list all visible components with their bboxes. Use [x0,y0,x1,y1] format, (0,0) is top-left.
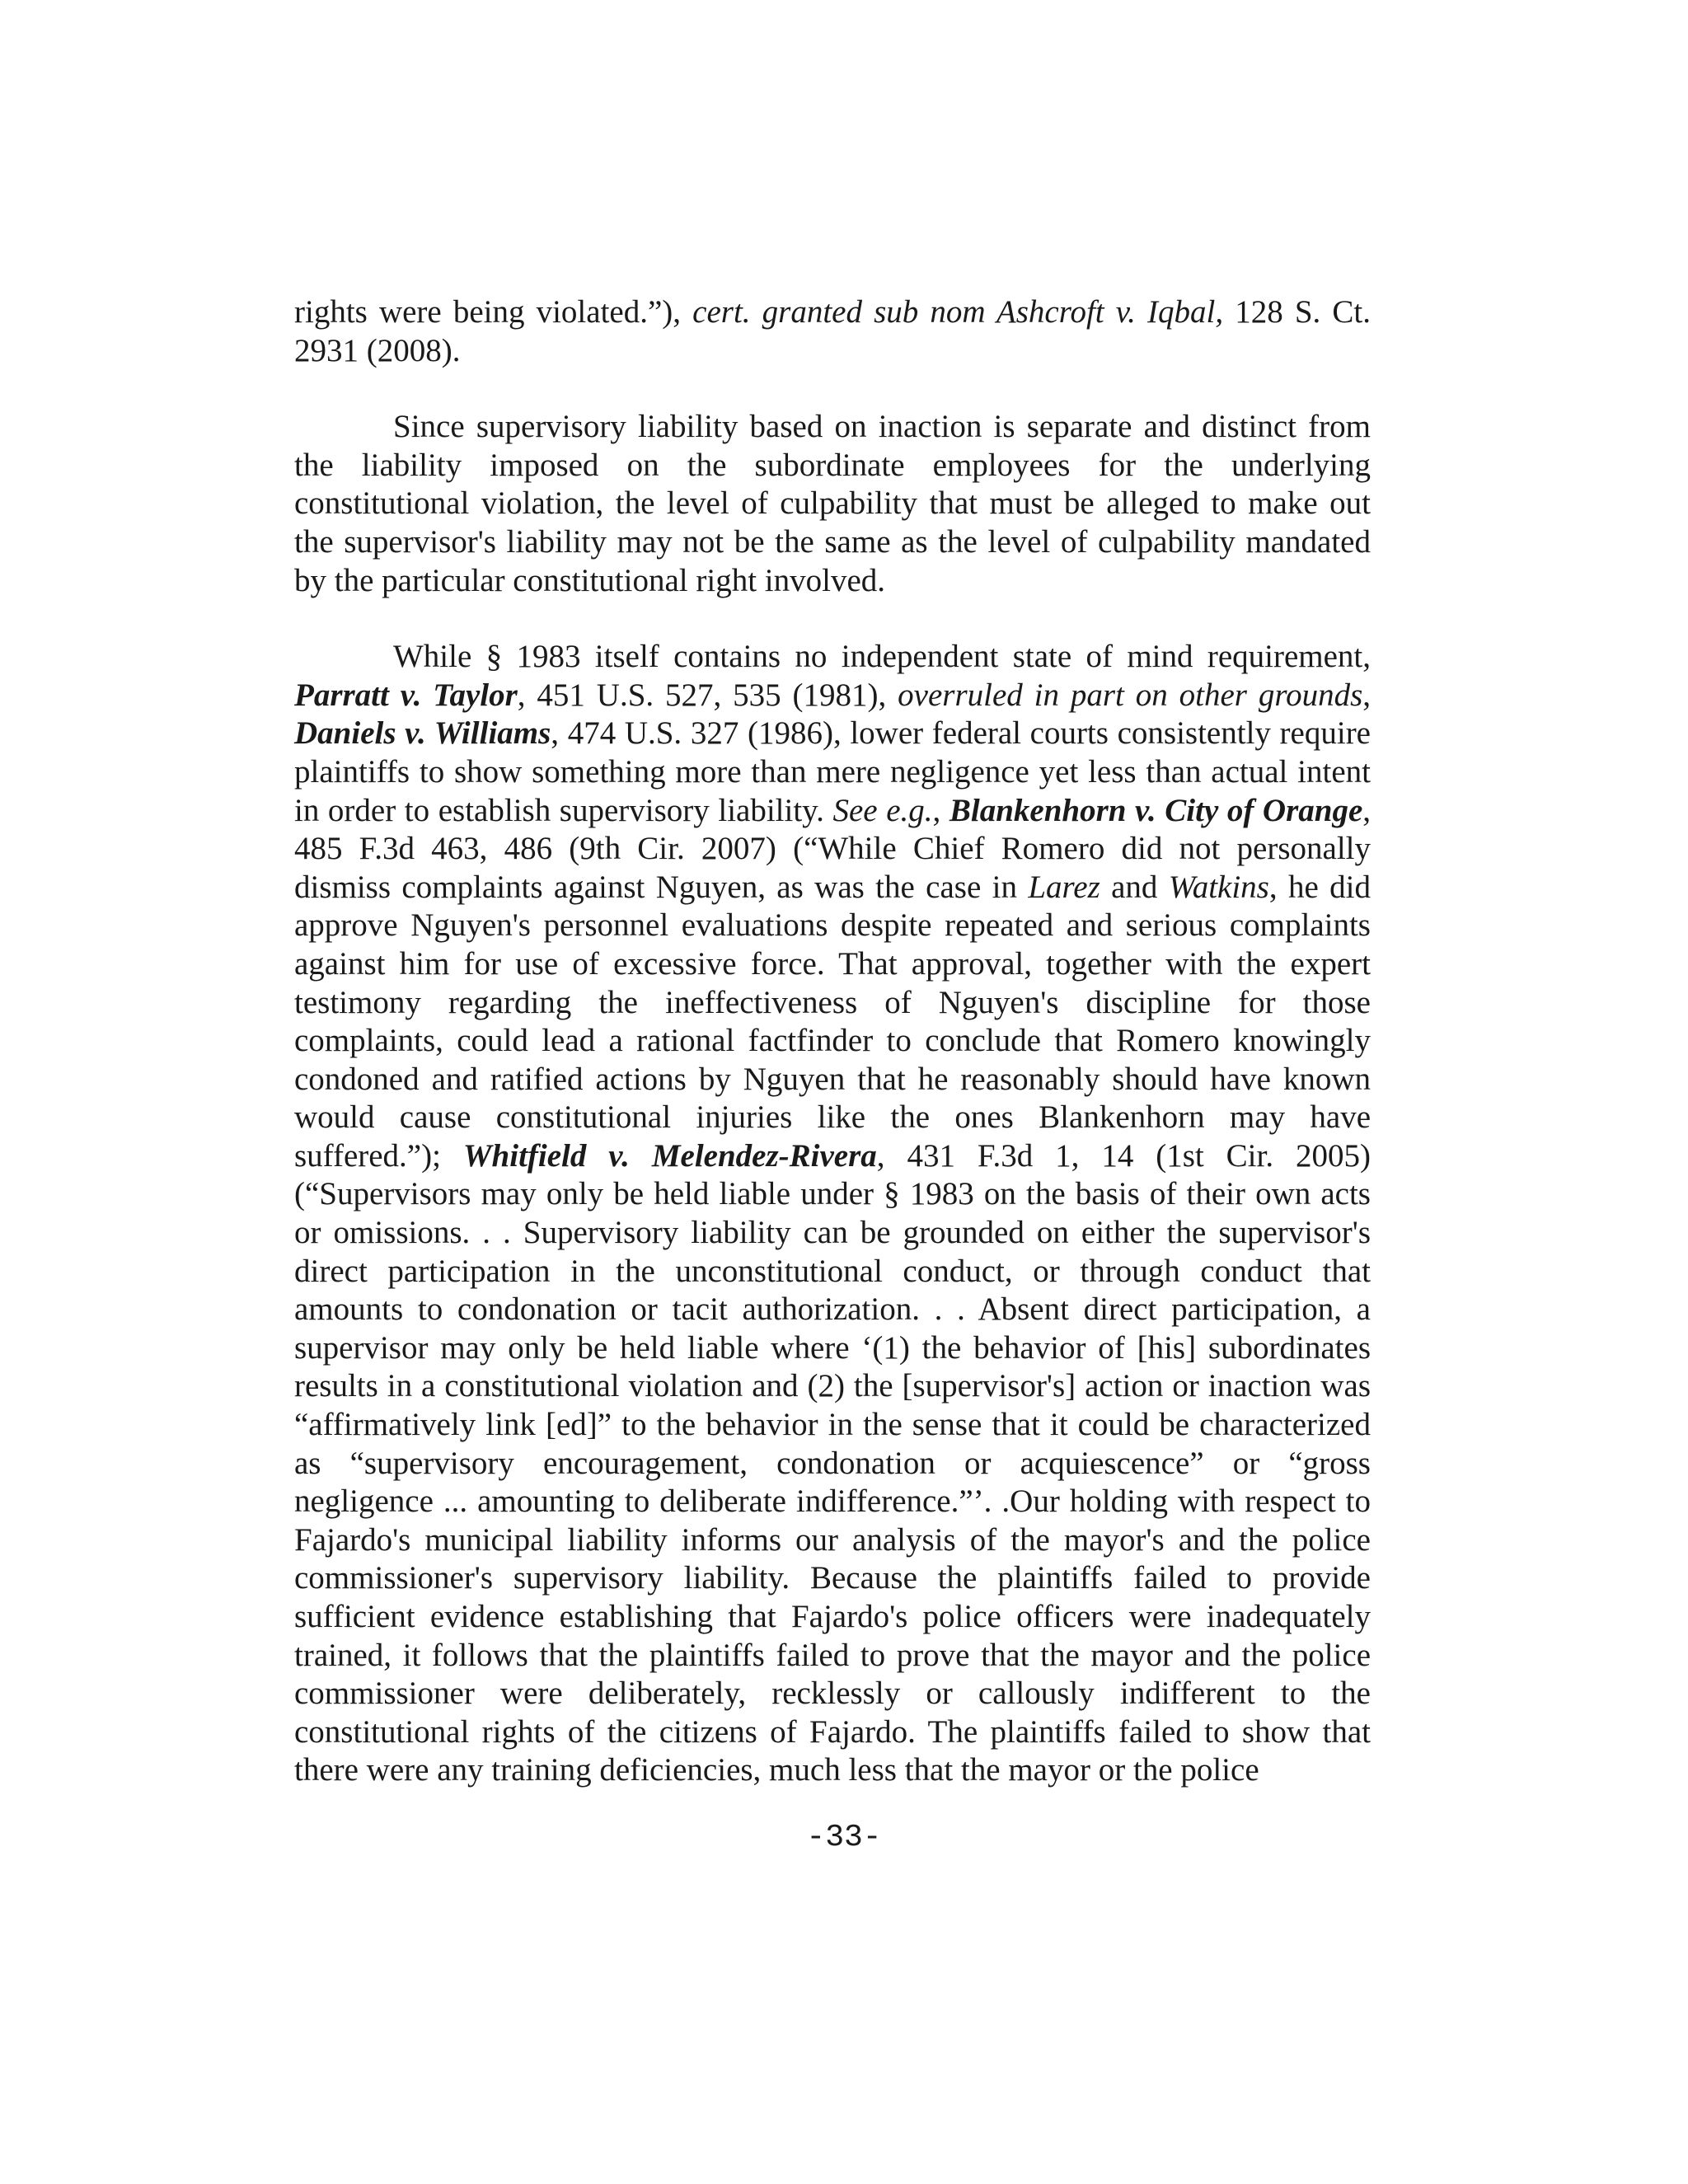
text-run: , [932,792,950,828]
case-ref-italic: Larez [1028,869,1100,905]
citation-italic: overruled in part on other grounds [898,677,1363,713]
text-run: , 431 F.3d 1, 14 (1st Cir. 2005) (“Supervisors may only be held liable under § 1983 on the basis of their own acts or omissions. . . Supervisory liability can be grounded on either the supervisor's direct participation in the unconstitutional conduct, or through conduct that amounts to condonation or tacit authorization. . . Absent direct participation, a supervisor may only be held liable where ‘(1) the behavior of [his] subordinates results in a constitutional violation and (2) the [supervisor's] action or inaction was “affirmatively link [ed]” to the behavior in the sense that it could be characterized as “supervisory encouragement, condonation or acquiescence” or “gross negligence ... amounting to deliberate indifference.”’. .Our holding with respect to Fajardo's municipal liability informs our analysis of the mayor's and the police commissioner's supervisory liability. Because the plaintiffs failed to provide sufficient evidence establishing that Fajardo's police officers were inadequately trained, it follows that the plaintiffs failed to prove that the mayor and the police commissioner were deliberately, recklessly or callously indifferent to the constitutional rights of the citizens of Fajardo. The plaintiffs failed to show that there were any training deficiencies, much less that the mayor or the police [294,1137,1372,1788]
paragraph-3 [294,638,1371,1790]
text-run: , [1362,677,1371,713]
text-run: and [1100,869,1169,905]
case-name: Whitfield v. Melendez-Rivera [462,1137,877,1174]
paragraph-1 [294,293,1371,370]
text-run: , he did approve Nguyen's personnel evaluations despite repeated and serious complaints against him for use of excessive force. That approval, together with the expert testimony regarding the ineffectiveness of Nguyen's discipline for those complaints, could lead a rational factfinder to conclude that Romero knowingly condoned and ratified actions by Nguyen that he reasonably should have known would cause constitutional injuries like the ones Blankenhorn may have suffered.”); [294,869,1371,1174]
text-run: Since supervisory liability based on inaction is separate and distinct from the liability imposed on the subordinate employees for the underlying constitutional violation, the level of culpability that must be alleged to make out the supervisor's liability may not be the same as the level of culpability mandated by the particular constitutional right involved. [294,409,1371,598]
case-ref-italic: Watkins [1168,869,1269,905]
signal-italic: See e.g. [832,792,933,828]
paragraph-2 [294,408,1371,600]
text-run: While § 1983 itself contains no independent state of mind requirement, [393,639,1371,675]
text-run: , 451 U.S. 527, 535 (1981), [517,677,898,713]
case-name: Parratt v. Taylor [294,677,518,713]
case-name: Daniels v. Williams [294,715,551,752]
text-run: 128 S. Ct. 2931 (2008). [294,294,1372,368]
text-run: , 474 U.S. 327 (1986), lower federal courts consistently require plaintiffs to show something more than mere negligence yet less than actual intent in order to establish supervisory liability. [294,715,1371,828]
text-run: , 485 F.3d 463, 486 (9th Cir. 2007) (“While Chief Romero did not personally dismiss complaints against Nguyen, as was the case in [294,792,1372,905]
citation-italic: cert. granted sub nom Ashcroft v. Iqbal, [692,294,1224,330]
page-number: -33- [806,1820,882,1855]
case-name: Blankenhorn v. City of Orange [949,792,1363,828]
text-run: rights were being violated.”), [294,294,693,330]
body-text [294,293,1371,1790]
